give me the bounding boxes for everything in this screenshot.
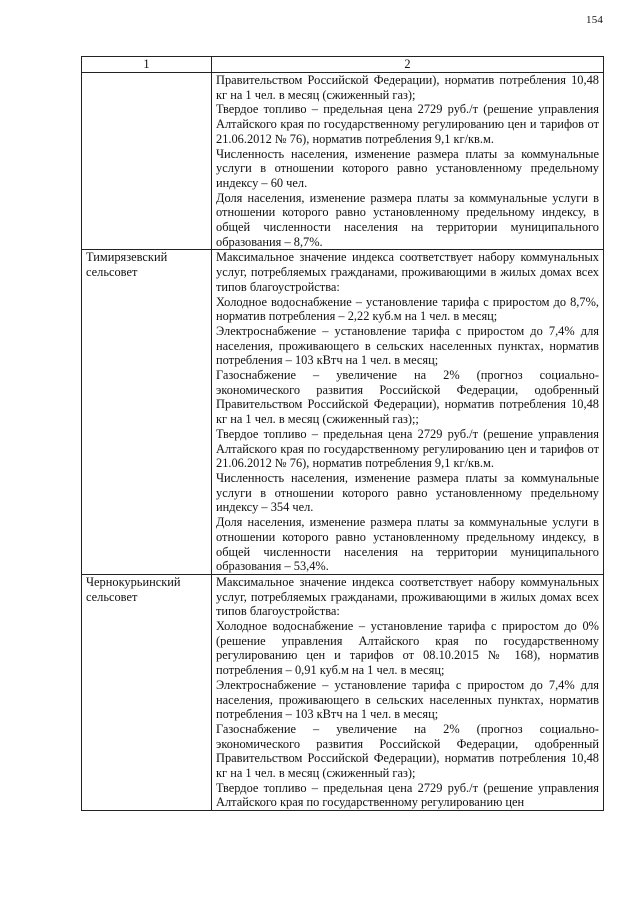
description-paragraph: Электроснабжение – установление тарифа с приростом до 7,4% для населения, проживающего в сельских населенных пунктах, норматив потребления – 103 кВтч на 1 чел. в месяц; (216, 323, 599, 368)
table-header-row (82, 57, 604, 73)
description-paragraph: Численность населения, изменение размера платы за коммунальные услуги в отношении которого равно установленному предельному индексу – 354 чел. (216, 470, 599, 515)
description-cell (212, 73, 604, 250)
description-paragraph: Твердое топливо – предельная цена 2729 руб./т (решение управления Алтайского края по государственному регулированию цен (216, 780, 599, 810)
table-row (82, 574, 604, 810)
description-paragraph: Численность населения, изменение размера платы за коммунальные услуги в отношении которого равно установленному предельному индексу – 60 чел. (216, 146, 599, 190)
description-cell (212, 574, 604, 810)
description-paragraph: Газоснабжение – увеличение на 2% (прогноз социально-экономического развития Российской Федерации, одобренный Правительством Российской Федерации), норматив потребления 10,48 кг на 1 чел. в месяц (сжиженный газ);; (216, 368, 599, 427)
description-paragraph: Доля населения, изменение размера платы за коммунальные услуги в отношении которого равно установленному предельному индексу, в общей численности населения на территории муниципального образования – 8,7%. (216, 190, 599, 249)
settlement-name-cell: Чернокурьинский сельсовет (82, 574, 212, 810)
description-paragraph: Доля населения, изменение размера платы за коммунальные услуги в отношении которого равно установленному предельному индексу, в общей численности населения на территории муниципального образования – 53,4%. (216, 515, 599, 574)
description-paragraph: Максимальное значение индекса соответствует набору коммунальных услуг, потребляемых гражданами, проживающими в жилых домах всех типов благоустройства: (216, 574, 599, 619)
page-number: 154 (586, 14, 604, 26)
table-row (82, 250, 604, 574)
column-header-2: 2 (212, 57, 604, 73)
settlement-name-cell (82, 73, 212, 250)
description-paragraph: Правительством Российской Федерации), норматив потребления 10,48 кг на 1 чел. в месяц (сжиженный газ); (216, 73, 599, 102)
description-paragraph: Максимальное значение индекса соответствует набору коммунальных услуг, потребляемых гражданами, проживающими в жилых домах всех типов благоустройства: (216, 250, 599, 294)
data-table (81, 56, 604, 811)
description-paragraph: Газоснабжение – увеличение на 2% (прогноз социально-экономического развития Российской Федерации, одобренный Правительством Российской Федерации), норматив потребления 10,48 кг на 1 чел. в месяц (сжиженный газ); (216, 721, 599, 781)
description-paragraph: Твердое топливо – предельная цена 2729 руб./т (решение управления Алтайского края по государственному регулированию цен и тарифов от 21.06.2012 № 76), норматив потребления 9,1 кг/кв.м. (216, 426, 599, 471)
description-cell (212, 250, 604, 574)
description-paragraph: Электроснабжение – установление тарифа с приростом до 7,4% для населения, проживающего в сельских населенных пунктах, норматив потребления – 103 кВтч на 1 чел. в месяц; (216, 677, 599, 722)
settlement-name-cell: Тимирязевский сельсовет (82, 250, 212, 574)
description-paragraph: Твердое топливо – предельная цена 2729 руб./т (решение управления Алтайского края по государственному регулированию цен и тарифов от 21.06.2012 № 76), норматив потребления 9,1 кг/кв.м. (216, 102, 599, 146)
column-header-1: 1 (82, 57, 212, 73)
table-row (82, 73, 604, 250)
description-paragraph: Холодное водоснабжение – установление тарифа с приростом до 8,7%, норматив потребления – 2,22 куб.м на 1 чел. в месяц; (216, 294, 599, 324)
description-paragraph: Холодное водоснабжение – установление тарифа с приростом до 0% (решение управления Алтайского края по государственному регулированию цен и тарифов от 08.10.2015 № 168), норматив потребления – 0,91 куб.м на 1 чел. в месяц; (216, 619, 599, 678)
